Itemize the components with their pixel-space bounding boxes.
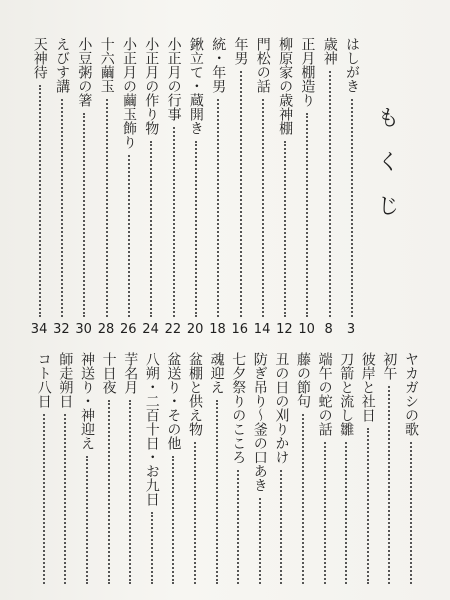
leader-dots — [195, 141, 197, 317]
toc-entry[interactable] — [123, 352, 137, 590]
toc-entry[interactable] — [231, 352, 245, 590]
leader-dots — [83, 113, 85, 317]
toc-entry-title: 小正月の行事 — [165, 37, 182, 121]
toc-entry-title: 小正月の作り物 — [143, 37, 160, 135]
toc-entry[interactable] — [382, 352, 396, 590]
leader-dots — [410, 442, 412, 584]
toc-entry-title: 師走朔日 — [57, 352, 74, 408]
leader-dots — [351, 99, 353, 317]
toc-entry[interactable] — [298, 37, 314, 337]
leader-dots — [39, 85, 41, 317]
toc-entry-title: 十日夜 — [100, 352, 117, 394]
toc-entry-page-number: 22 — [164, 322, 182, 337]
toc-entry[interactable] — [296, 352, 310, 590]
leader-dots — [43, 414, 45, 584]
toc-entry[interactable] — [253, 352, 267, 590]
toc-entry-page-number: 18 — [209, 322, 226, 337]
leader-dots — [306, 113, 308, 317]
toc-entry[interactable] — [58, 352, 72, 590]
toc-entry-title: えびす講 — [54, 37, 71, 93]
toc-entry-title: 盆棚と供え物 — [187, 352, 203, 436]
toc-entry-title: 正月棚造り — [299, 37, 316, 107]
toc-entry-page-number: 30 — [75, 322, 92, 337]
leader-dots — [128, 155, 130, 317]
toc-entry-title: はしがき — [344, 37, 360, 93]
toc-entry-title: 年男 — [232, 37, 249, 65]
toc-entry[interactable] — [187, 37, 203, 337]
leader-dots — [388, 386, 390, 584]
toc-entry[interactable] — [209, 37, 225, 337]
toc-entry[interactable] — [274, 352, 288, 590]
leader-dots — [106, 99, 108, 317]
toc-entry-page-number: 3 — [346, 322, 356, 337]
toc-entry-title: 十六繭玉 — [98, 37, 115, 93]
leader-dots — [129, 400, 131, 584]
toc-entry-title: 盆送り・その他 — [165, 352, 182, 450]
toc-entry-title: 統・年男 — [210, 37, 227, 93]
toc-entry[interactable] — [339, 352, 353, 590]
toc-entry-title: コト八日 — [35, 352, 52, 408]
toc-entry[interactable] — [318, 352, 332, 590]
leader-dots — [150, 141, 152, 317]
toc-entry-page-number: 26 — [120, 322, 137, 337]
toc-entry-title: 藤の節句 — [295, 352, 311, 408]
leader-dots — [259, 498, 261, 584]
toc-entry-title: 八朔・二百十日・お九日 — [143, 352, 160, 506]
toc-entry-page-number: 20 — [186, 322, 204, 337]
toc-entry-title: 神送り・神迎え — [79, 352, 95, 450]
toc-entry[interactable] — [404, 352, 418, 590]
leader-dots — [64, 414, 66, 584]
toc-entry-title: 刀箭と流し雛 — [338, 352, 355, 436]
leader-dots — [86, 456, 88, 584]
toc-entry-page-number: 28 — [97, 322, 115, 337]
toc-entry[interactable] — [210, 352, 224, 590]
toc-entry-title: 初午 — [381, 352, 398, 380]
leader-dots — [217, 99, 219, 317]
toc-entry-page-number: 32 — [53, 322, 70, 337]
toc-entry-page-number: 12 — [276, 322, 293, 337]
leader-dots — [194, 442, 196, 584]
toc-entry[interactable] — [142, 37, 158, 337]
leader-dots — [280, 470, 282, 584]
toc-entry[interactable] — [102, 352, 116, 590]
toc-entry[interactable] — [80, 352, 94, 590]
toc-entry-page-number: 16 — [231, 322, 249, 337]
toc-entry-page-number: 10 — [298, 322, 315, 337]
leader-dots — [61, 99, 63, 317]
toc-entry-page-number: 34 — [30, 322, 48, 337]
toc-entry-page-number: 8 — [324, 322, 333, 337]
toc-entry[interactable] — [145, 352, 159, 590]
toc-entry-title: 彼岸と社日 — [359, 352, 376, 422]
leader-dots — [108, 400, 110, 584]
toc-entry-title: 歳神 — [321, 37, 338, 65]
toc-entry[interactable] — [361, 352, 375, 590]
toc-entry-title: 門松の話 — [254, 37, 271, 93]
toc-entry-title: 柳原家の歳神棚 — [277, 37, 294, 135]
leader-dots — [173, 127, 175, 317]
toc-entry[interactable] — [120, 37, 136, 337]
toc-entry-title: 鍬立て・蔵開き — [187, 37, 204, 135]
toc-entry[interactable] — [343, 37, 359, 337]
toc-entry-title: 小豆粥の箸 — [76, 37, 93, 107]
toc-entry[interactable] — [321, 37, 337, 337]
toc-entry[interactable] — [165, 37, 181, 337]
toc-entry-page-number: 14 — [253, 322, 271, 337]
toc-entry[interactable] — [53, 37, 69, 337]
toc-entry-title: 芋名月 — [122, 352, 139, 394]
leader-dots — [172, 456, 174, 584]
leader-dots — [324, 442, 326, 584]
toc-entry-title: 小正月の繭玉飾り — [121, 37, 137, 149]
toc-entry-title: 端午の蛇の話 — [316, 352, 333, 436]
leader-dots — [262, 99, 264, 317]
leader-dots — [284, 141, 286, 317]
toc-entry-title: 防ぎ吊り〜釜の口あき — [251, 352, 268, 492]
leader-dots — [151, 512, 153, 584]
leader-dots — [302, 414, 304, 584]
toc-entry-title: ヤカガシの歌 — [403, 352, 419, 436]
leader-dots — [367, 428, 369, 584]
leader-dots — [345, 442, 347, 584]
toc-entry-title: 魂迎え — [208, 352, 225, 394]
toc-entry-title: 天神待 — [31, 37, 48, 79]
toc-entry-title: 七夕祭りのこころ — [230, 352, 247, 464]
toc-entry[interactable] — [254, 37, 270, 337]
leader-dots — [329, 71, 331, 317]
leader-dots — [240, 71, 242, 317]
page-title: もくじ — [374, 106, 399, 238]
toc-entry-title: 丑の日の刈りかけ — [273, 352, 290, 464]
toc-entry[interactable] — [276, 37, 292, 337]
toc-entry[interactable] — [37, 352, 51, 590]
leader-dots — [237, 470, 239, 584]
toc-entry[interactable] — [166, 352, 180, 590]
toc-entry-page-number: 24 — [142, 322, 159, 337]
toc-entry[interactable] — [31, 37, 47, 337]
leader-dots — [216, 400, 218, 584]
toc-entry[interactable] — [75, 37, 91, 337]
toc-entry[interactable] — [98, 37, 114, 337]
toc-entry[interactable] — [232, 37, 248, 337]
toc-entry[interactable] — [188, 352, 202, 590]
